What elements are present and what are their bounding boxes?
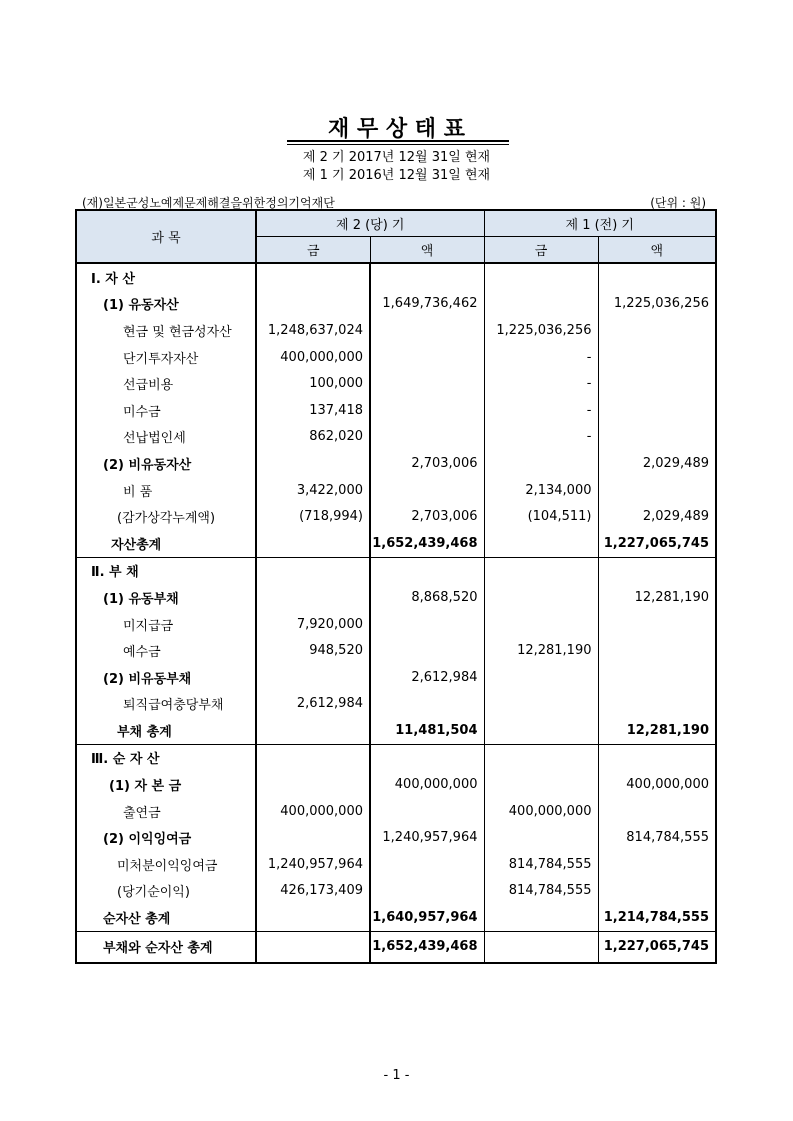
amount-current-total	[370, 637, 484, 664]
table-row	[76, 477, 716, 504]
header-item: 과 목	[76, 210, 256, 263]
amount-current-detail	[256, 664, 370, 691]
row-label: (1) 유동부채	[76, 584, 256, 611]
table-row	[76, 557, 716, 584]
amount-current-detail	[256, 824, 370, 851]
table-row	[76, 503, 716, 530]
amount-prior-total: 12,281,190	[598, 717, 716, 744]
row-label: (2) 비유동부채	[76, 664, 256, 691]
amount-current-total	[370, 263, 484, 291]
row-label: 선납법인세	[76, 424, 256, 451]
amount-prior-total: 2,029,489	[598, 503, 716, 530]
amount-prior-detail	[484, 450, 598, 477]
period-current: 제 2 기 2017년 12월 31일 현재	[302, 150, 491, 165]
amount-prior-detail	[484, 263, 598, 291]
amount-current-detail: 1,248,637,024	[256, 317, 370, 344]
amount-prior-detail	[484, 291, 598, 318]
table-row	[76, 878, 716, 905]
amount-current-total	[370, 370, 484, 397]
amount-current-total: 1,240,957,964	[370, 824, 484, 851]
amount-current-detail	[256, 904, 370, 931]
document-title: 재 무 상 태 표	[328, 117, 465, 142]
header-row-periods	[76, 210, 716, 237]
row-label: 미지급금	[76, 611, 256, 638]
row-label: (1) 유동자산	[76, 291, 256, 318]
amount-current-detail: 426,173,409	[256, 878, 370, 905]
amount-prior-total: 2,029,489	[598, 450, 716, 477]
row-label: 미수금	[76, 397, 256, 424]
amount-current-detail	[256, 744, 370, 771]
table-row	[76, 397, 716, 424]
amount-prior-detail: (104,511)	[484, 503, 598, 530]
amount-current-detail: 2,612,984	[256, 691, 370, 718]
amount-current-total: 2,703,006	[370, 503, 484, 530]
table-row	[76, 824, 716, 851]
amount-prior-total	[598, 397, 716, 424]
amount-current-detail	[256, 557, 370, 584]
amount-prior-detail	[484, 611, 598, 638]
amount-prior-detail: -	[484, 397, 598, 424]
amount-current-total: 2,703,006	[370, 450, 484, 477]
table-row	[76, 691, 716, 718]
amount-current-total	[370, 878, 484, 905]
amount-prior-total: 1,227,065,745	[598, 931, 716, 963]
amount-prior-detail: 1,225,036,256	[484, 317, 598, 344]
amount-current-detail: 7,920,000	[256, 611, 370, 638]
amount-current-total: 11,481,504	[370, 717, 484, 744]
amount-current-total: 400,000,000	[370, 771, 484, 798]
amount-prior-detail: 2,134,000	[484, 477, 598, 504]
amount-prior-total	[598, 691, 716, 718]
table-row	[76, 317, 716, 344]
amount-prior-detail: 12,281,190	[484, 637, 598, 664]
amount-prior-total: 400,000,000	[598, 771, 716, 798]
amount-prior-total	[598, 798, 716, 825]
amount-current-total: 8,868,520	[370, 584, 484, 611]
table-row	[76, 637, 716, 664]
amount-prior-detail	[484, 771, 598, 798]
amount-prior-total	[598, 851, 716, 878]
row-label: 선급비용	[76, 370, 256, 397]
amount-prior-detail: 814,784,555	[484, 851, 598, 878]
row-label: 순자산 총계	[76, 904, 256, 931]
table-row	[76, 344, 716, 371]
table-row	[76, 611, 716, 638]
table-row	[76, 664, 716, 691]
table-row	[76, 851, 716, 878]
amount-prior-total	[598, 664, 716, 691]
amount-current-total	[370, 317, 484, 344]
amount-current-total	[370, 344, 484, 371]
table-row	[76, 450, 716, 477]
row-label: (2) 이익잉여금	[76, 824, 256, 851]
title-underline	[287, 140, 509, 145]
amount-current-total: 1,640,957,964	[370, 904, 484, 931]
amount-current-detail	[256, 263, 370, 291]
amount-current-total: 1,652,439,468	[370, 931, 484, 963]
table-row	[76, 798, 716, 825]
amount-prior-detail	[484, 931, 598, 963]
amount-prior-total: 814,784,555	[598, 824, 716, 851]
table-row	[76, 717, 716, 744]
amount-prior-total	[598, 611, 716, 638]
header-amount-left-current: 금	[256, 237, 370, 264]
amount-current-detail: 137,418	[256, 397, 370, 424]
amount-prior-total	[598, 557, 716, 584]
page-number: - 1 -	[383, 1068, 410, 1083]
amount-prior-detail	[484, 557, 598, 584]
amount-prior-detail	[484, 744, 598, 771]
amount-current-total	[370, 691, 484, 718]
amount-current-total: 1,649,736,462	[370, 291, 484, 318]
table-row	[76, 904, 716, 931]
amount-current-detail	[256, 291, 370, 318]
organization-name: (재)일본군성노예제문제해결을위한정의기억재단	[82, 196, 335, 210]
amount-prior-detail	[484, 904, 598, 931]
row-label: 자산총계	[76, 530, 256, 557]
table-row	[76, 530, 716, 557]
row-label: Ⅲ. 순 자 산	[76, 744, 256, 771]
amount-prior-total	[598, 263, 716, 291]
amount-prior-total: 1,227,065,745	[598, 530, 716, 557]
row-label: 비 품	[76, 477, 256, 504]
amount-prior-total	[598, 344, 716, 371]
table-row	[76, 291, 716, 318]
row-label: (2) 비유동자산	[76, 450, 256, 477]
amount-current-total	[370, 557, 484, 584]
amount-prior-detail	[484, 691, 598, 718]
amount-current-detail	[256, 931, 370, 963]
row-label: 예수금	[76, 637, 256, 664]
header-period-prior: 제 1 (전) 기	[484, 210, 716, 237]
amount-current-detail: 400,000,000	[256, 798, 370, 825]
header-amount-right-current: 액	[370, 237, 484, 264]
amount-current-total: 2,612,984	[370, 664, 484, 691]
amount-current-detail	[256, 450, 370, 477]
amount-current-detail	[256, 530, 370, 557]
header-amount-right-prior: 액	[598, 237, 716, 264]
amount-prior-total	[598, 744, 716, 771]
row-label: 미처분이익잉여금	[76, 851, 256, 878]
row-label: 부채와 순자산 총계	[76, 931, 256, 963]
amount-prior-total	[598, 424, 716, 451]
amount-prior-detail	[484, 824, 598, 851]
amount-current-total	[370, 477, 484, 504]
table-row	[76, 744, 716, 771]
amount-current-total	[370, 397, 484, 424]
amount-current-total	[370, 744, 484, 771]
row-label: (당기순이익)	[76, 878, 256, 905]
amount-current-total	[370, 424, 484, 451]
amount-prior-detail	[484, 584, 598, 611]
amount-prior-detail: 400,000,000	[484, 798, 598, 825]
amount-prior-total	[598, 637, 716, 664]
amount-prior-detail: 814,784,555	[484, 878, 598, 905]
amount-current-detail: 948,520	[256, 637, 370, 664]
amount-prior-total	[598, 878, 716, 905]
amount-prior-detail	[484, 717, 598, 744]
row-label: Ⅰ. 자 산	[76, 263, 256, 291]
amount-current-detail: 100,000	[256, 370, 370, 397]
amount-prior-detail: -	[484, 370, 598, 397]
amount-current-total	[370, 611, 484, 638]
amount-current-detail	[256, 717, 370, 744]
row-label: (감가상각누계액)	[76, 503, 256, 530]
row-label: (1) 자 본 금	[76, 771, 256, 798]
table-row	[76, 584, 716, 611]
amount-current-total	[370, 798, 484, 825]
amount-prior-total: 1,225,036,256	[598, 291, 716, 318]
amount-current-total	[370, 851, 484, 878]
row-label: 부채 총계	[76, 717, 256, 744]
amount-prior-total	[598, 317, 716, 344]
amount-prior-total	[598, 370, 716, 397]
table-row	[76, 424, 716, 451]
row-label: 퇴직급여충당부채	[76, 691, 256, 718]
amount-prior-total: 12,281,190	[598, 584, 716, 611]
amount-current-total: 1,652,439,468	[370, 530, 484, 557]
amount-prior-detail: -	[484, 424, 598, 451]
amount-prior-detail	[484, 530, 598, 557]
row-label: Ⅱ. 부 채	[76, 557, 256, 584]
header-period-current: 제 2 (당) 기	[256, 210, 484, 237]
amount-current-detail	[256, 771, 370, 798]
period-prior: 제 1 기 2016년 12월 31일 현재	[302, 168, 491, 183]
balance-sheet-table	[75, 209, 717, 964]
amount-prior-detail: -	[484, 344, 598, 371]
amount-current-detail: (718,994)	[256, 503, 370, 530]
amount-current-detail: 400,000,000	[256, 344, 370, 371]
row-label: 단기투자자산	[76, 344, 256, 371]
header-amount-left-prior: 금	[484, 237, 598, 264]
row-label: 현금 및 현금성자산	[76, 317, 256, 344]
amount-current-detail: 3,422,000	[256, 477, 370, 504]
table-row	[76, 263, 716, 291]
row-label: 출연금	[76, 798, 256, 825]
amount-prior-detail	[484, 664, 598, 691]
amount-current-detail: 1,240,957,964	[256, 851, 370, 878]
table-row	[76, 771, 716, 798]
amount-prior-total	[598, 477, 716, 504]
unit-label: (단위 : 원)	[650, 196, 706, 210]
amount-prior-total: 1,214,784,555	[598, 904, 716, 931]
amount-current-detail: 862,020	[256, 424, 370, 451]
table-row	[76, 370, 716, 397]
amount-current-detail	[256, 584, 370, 611]
table-row	[76, 931, 716, 963]
